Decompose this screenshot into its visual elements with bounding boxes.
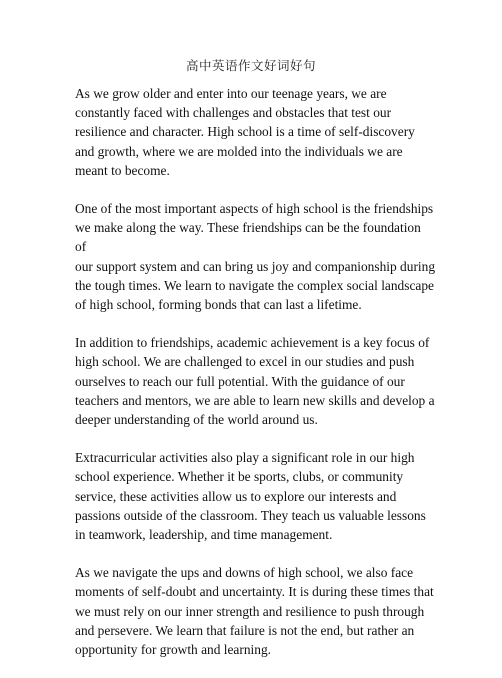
paragraph-5: As we navigate the ups and downs of high school, we also face moments of self-doubt and uncertainty. It is during these times that we must rely on our inner strength and resilience to push through and persevere. We learn that failure is not the end, but rather an opportunity for growth and learning. bbox=[75, 565, 434, 658]
paragraph-1: As we grow older and enter into our teenage years, we are constantly faced with challenges and obstacles that test our resilience and character. High school is a time of self-discovery and growth, where we are molded into the individuals we are meant to become. bbox=[75, 86, 415, 178]
paragraph-3: In addition to friendships, academic achievement is a key focus of high school. We are challenged to excel in our studies and push ourselves to reach our full potential. With the guidance of our teachers and mentors, we are able to learn new skills and develop a deeper understanding of the world around us. bbox=[75, 335, 435, 428]
paragraph-4: Extracurricular activities also play a significant role in our high school experience. Whether it be sports, clubs, or community service, these activities allow us to explore our interests and passions outside of the classroom. They teach us valuable lessons in teamwork, leadership, and time management. bbox=[75, 450, 426, 543]
paragraph-2: One of the most important aspects of high school is the friendships we make along the way. These friendships can be the foundation of our support system and can bring us joy and companionship during the tough times. We learn to navigate the complex social landscape of high school, forming bonds that can last a lifetime. bbox=[75, 201, 436, 313]
document-title: 高中英语作文好词好句 bbox=[185, 58, 316, 73]
document-body bbox=[75, 84, 435, 678]
